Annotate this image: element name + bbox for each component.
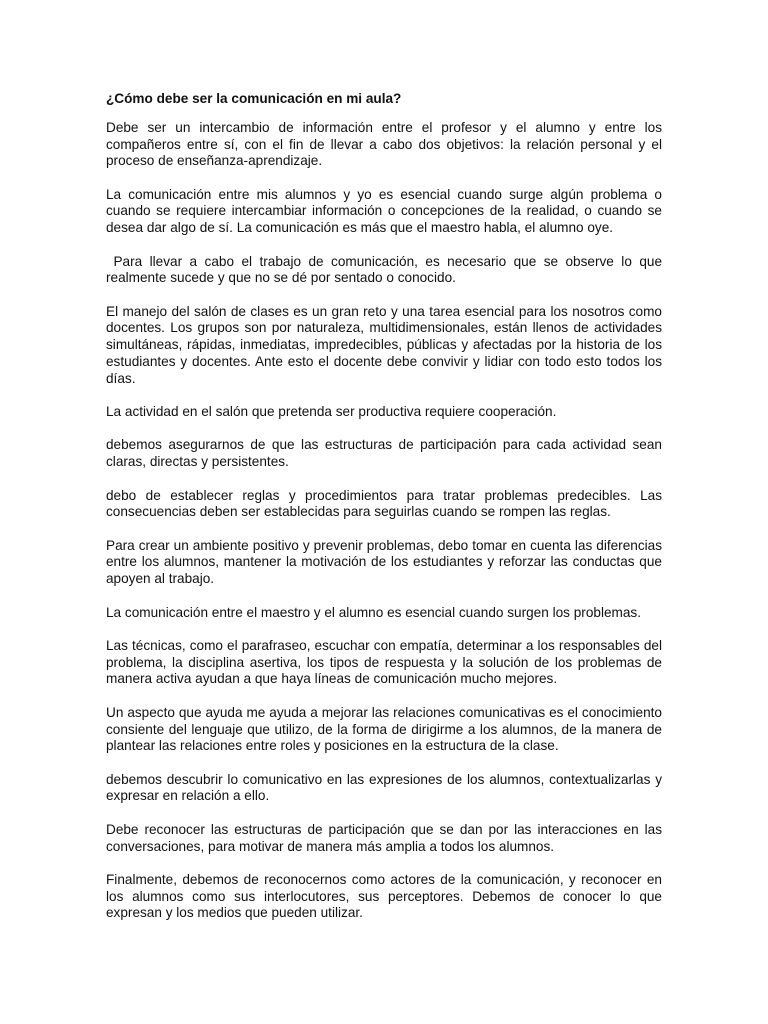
paragraph: debemos asegurarnos de que las estructuras de participación para cada actividad sean claras, directas y persistentes. — [106, 437, 662, 470]
paragraph: debemos descubrir lo comunicativo en las expresiones de los alumnos, contextualizarlas y expresar en relación a ello. — [106, 771, 662, 804]
document-title: ¿Cómo debe ser la comunicación en mi aula? — [106, 91, 402, 106]
paragraph: Finalmente, debemos de reconocernos como actores de la comunicación, y reconocer en los alumnos como sus interlocutores, sus perceptores. Debemos de conocer lo que expresan y los medios que pueden utilizar. — [106, 871, 662, 921]
paragraph: debo de establecer reglas y procedimientos para tratar problemas predecibles. Las consecuencias deben ser establecidas para seguirlas cuando se rompen las reglas. — [106, 487, 662, 520]
paragraph: Las técnicas, como el parafraseo, escuchar con empatía, determinar a los responsables del problema, la disciplina asertiva, los tipos de respuesta y la solución de los problemas de manera activa ayudan a que haya líneas de comunicación mucho mejores. — [106, 637, 662, 687]
paragraph: Para llevar a cabo el trabajo de comunicación, es necesario que se observe lo que realmente sucede y que no se dé por sentado o conocido. — [106, 253, 666, 286]
paragraph: El manejo del salón de clases es un gran reto y una tarea esencial para los nosotros como docentes. Los grupos son por naturaleza, multidimensionales, están llenos de actividades simultáneas, rápidas, inmediatas, impredecibles, públicas y afectadas por la historia de los estudiantes y docentes. Ante esto el docente debe convivir y lidiar con todo esto todos los días. — [106, 303, 662, 386]
paragraph: Debe reconocer las estructuras de participación que se dan por las interacciones en las conversaciones, para motivar de manera más amplia a todos los alumnos. — [106, 821, 662, 854]
paragraph: La actividad en el salón que pretenda ser productiva requiere cooperación. — [106, 404, 557, 420]
document-body — [106, 91, 666, 939]
paragraph: Para crear un ambiente positivo y prevenir problemas, debo tomar en cuenta las diferencias entre los alumnos, mantener la motivación de los estudiantes y reforzar las conductas que apoyen al trabajo. — [106, 537, 662, 587]
paragraph: Un aspecto que ayuda me ayuda a mejorar las relaciones comunicativas es el conocimiento consiente del lenguaje que utilizo, de la forma de dirigirme a los alumnos, de la manera de plantear las relaciones entre roles y posiciones en la estructura de la clase. — [106, 704, 662, 754]
paragraph: La comunicación entre el maestro y el alumno es esencial cuando surgen los problemas. — [106, 604, 641, 620]
paragraph: Debe ser un intercambio de información entre el profesor y el alumno y entre los compañeros entre sí, con el fin de llevar a cabo dos objetivos: la relación personal y el proceso de enseñanza-aprendizaje. — [106, 119, 662, 169]
paragraph: La comunicación entre mis alumnos y yo es esencial cuando surge algún problema o cuando se requiere intercambiar información o concepciones de la realidad, o cuando se desea dar algo de sí. La comunicación es más que el maestro habla, el alumno oye. — [106, 186, 662, 236]
